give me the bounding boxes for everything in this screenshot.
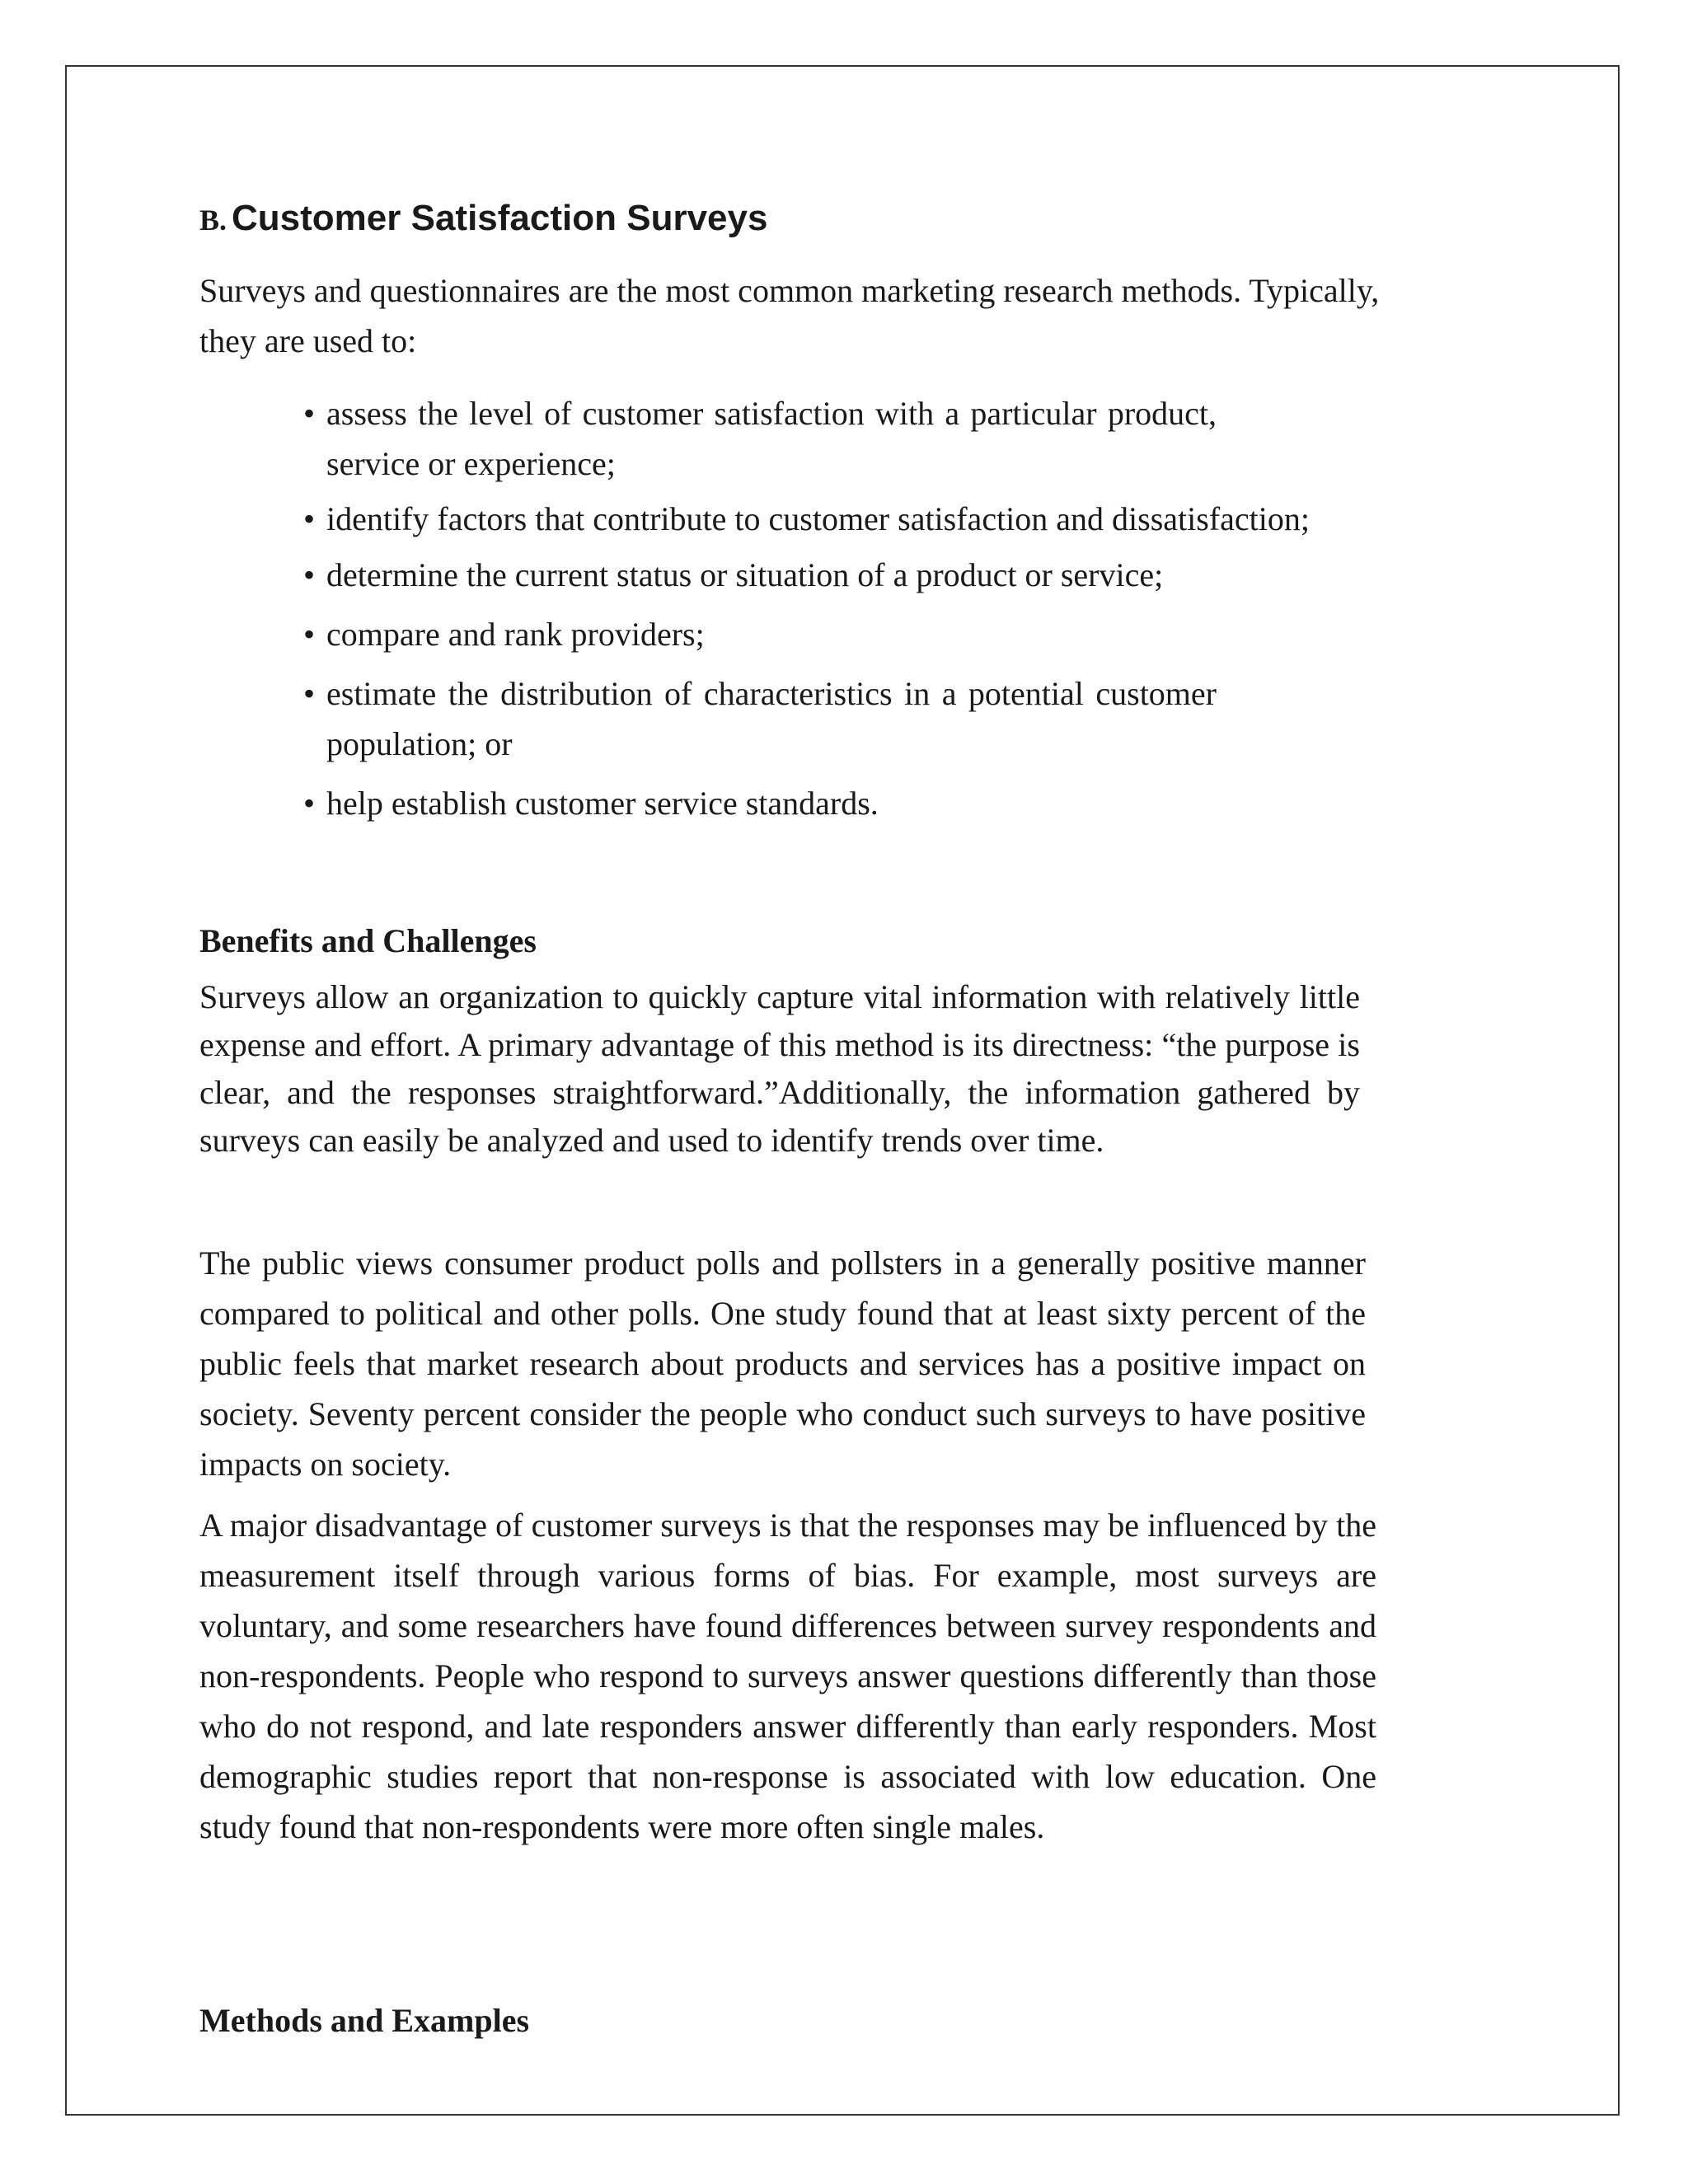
- intro-paragraph: Surveys and questionnaires are the most common marketing research methods. Typically, they are used to:: [199, 272, 1380, 359]
- list-item: • compare and rank providers;: [303, 609, 1482, 659]
- bullet-list: [303, 388, 1482, 837]
- benefits-paragraph-3: A major disadvantage of customer surveys is that the responses may be influenced by the measurement itself through various forms of bias. For example, most surveys are voluntary, and some researchers have found differences between survey respondents and non-respondents. People who respond to surveys answer questions differently than those who do not respond, and late responders answer differently than early responders. Most demographic studies report that non-response is associated with low education. One study found that non-respondents were more often single males.: [199, 1507, 1376, 1845]
- benefits-paragraph-1: Surveys allow an organization to quickly capture vital information with relatively little expense and effort. A primary advantage of this method is its directness: “the purpose is clear, and the responses straightforward.”Additionally, the information gathered by surveys can easily be analyzed and used to identify trends over time.: [199, 978, 1360, 1159]
- list-item: • determine the current status or situation of a product or service;: [303, 550, 1482, 600]
- section-title: Customer Satisfaction Surveys: [232, 198, 768, 238]
- section-heading: [199, 198, 767, 239]
- list-item: • assess the level of customer satisfaction with a particular product, service or experience;: [303, 388, 1217, 489]
- list-item: • estimate the distribution of characteristics in a potential customer population; or: [303, 668, 1217, 769]
- benefits-paragraph-2: The public views consumer product polls and pollsters in a generally positive manner compared to political and other polls. One study found that at least sixty percent of the public feels that market research about products and services has a positive impact on society. Seventy percent consider the people who conduct such surveys to have positive impacts on society.: [199, 1244, 1366, 1483]
- list-item: • help establish customer service standards.: [303, 778, 1482, 828]
- methods-heading: Methods and Examples: [199, 2002, 530, 2039]
- list-item: • identify factors that contribute to customer satisfaction and dissatisfaction;: [303, 498, 1480, 541]
- section-letter: B.: [199, 204, 227, 237]
- benefits-heading: Benefits and Challenges: [199, 922, 537, 959]
